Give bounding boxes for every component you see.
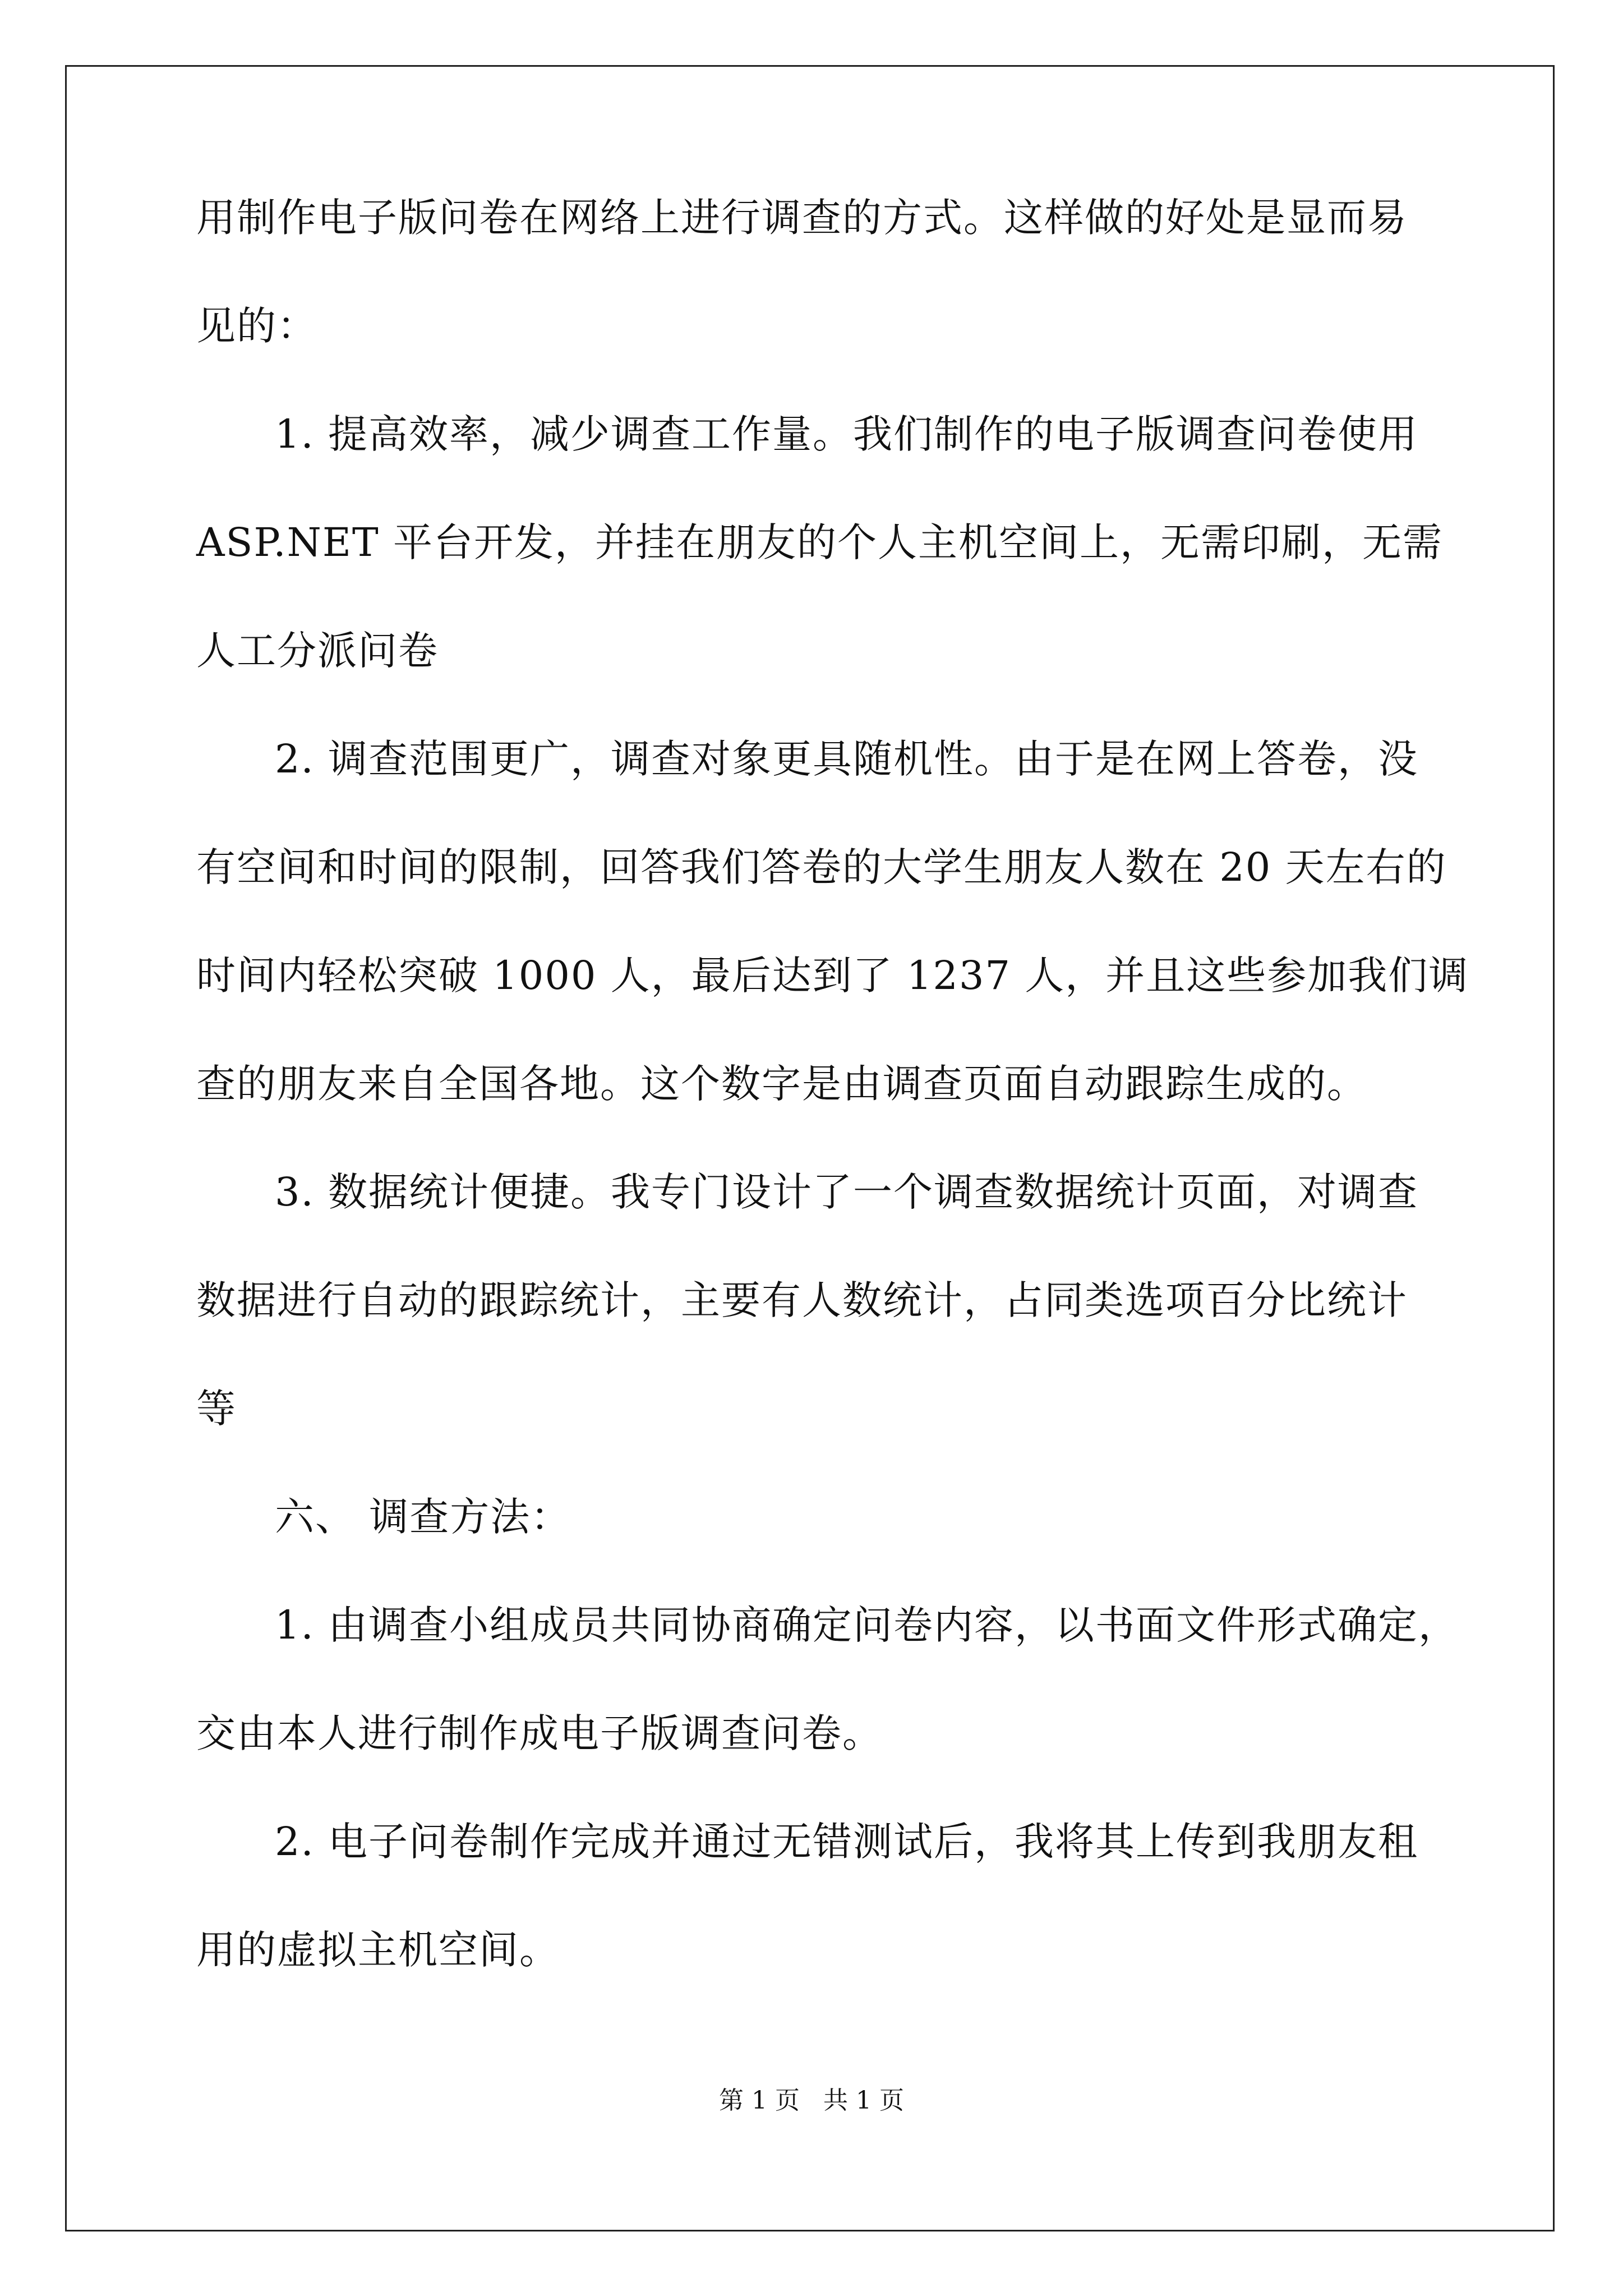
text-line: 有空间和时间的限制，回答我们答卷的大学生朋友人数在 20 天左右的: [196, 844, 1447, 890]
list-item-1: 1. 由调查小组成员共同协商确定问卷内容，以书面文件形式确定，: [275, 1602, 1459, 1648]
text-line: ASP.NET 平台开发，并挂在朋友的个人主机空间上，无需印刷，无需: [196, 519, 1443, 565]
page-footer: 第 1 页 共 1 页: [719, 2086, 904, 2115]
text-line: 用的虚拟主机空间。: [196, 1927, 560, 1973]
list-item-1: 1. 提高效率，减少调查工作量。我们制作的电子版调查问卷使用: [275, 411, 1419, 457]
text-line: 交由本人进行制作成电子版调查问卷。: [196, 1710, 883, 1756]
text-line: 等: [196, 1386, 237, 1432]
text-line: 时间内轻松突破 1000 人，最后达到了 1237 人，并且这些参加我们调: [196, 953, 1469, 999]
document-body: [196, 191, 1469, 2031]
list-item-2: 2. 电子问卷制作完成并通过无错测试后，我将其上传到我朋友租: [275, 1819, 1419, 1865]
list-item-2: 2. 调查范围更广，调查对象更具随机性。由于是在网上答卷，没: [275, 736, 1419, 782]
text-line: 查的朋友来自全国各地。这个数字是由调查页面自动跟踪生成的。: [196, 1061, 1367, 1107]
text-line: 用制作电子版问卷在网络上进行调查的方式。这样做的好处是显而易: [196, 195, 1408, 241]
text-line: 人工分派问卷: [196, 628, 439, 674]
text-line: 见的：: [196, 303, 317, 349]
section-heading: 六、 调查方法：: [275, 1494, 571, 1540]
text-line: 数据进行自动的跟踪统计，主要有人数统计，占同类选项百分比统计: [196, 1277, 1408, 1323]
list-item-3: 3. 数据统计便捷。我专门设计了一个调查数据统计页面，对调查: [275, 1169, 1419, 1215]
